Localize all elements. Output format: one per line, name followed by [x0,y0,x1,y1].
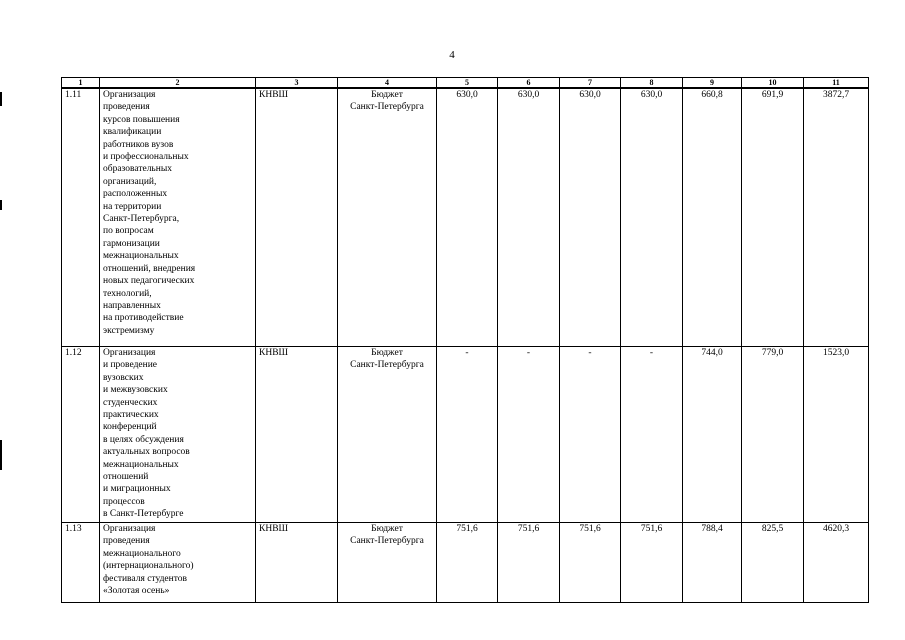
table-row [62,88,869,347]
header-cell: 3 [256,78,338,89]
activity-name: Организация проведения межнационального (интернационального) фестиваля студентов «Золотая осень» [100,523,256,603]
value-cell: 630,0 [560,88,621,347]
header-cell: 11 [804,78,869,89]
activity-name: Организация проведения курсов повышения квалификации работников вузов и профессиональных образовательных организаций, расположенных на территории Санкт-Петербурга, по вопросам гармонизации межнациональных отношений, внедрения новых педагогических технологий, направленных на противодействие экстремизму [100,88,256,347]
value-cell: 751,6 [498,523,560,603]
value-cell: 744,0 [683,347,742,523]
row-number: 1.13 [62,523,100,603]
funding-source: Бюджет Санкт-Петербурга [338,347,437,523]
header-cell: 10 [742,78,804,89]
value-cell: - [621,347,683,523]
funding-source: Бюджет Санкт-Петербурга [338,88,437,347]
activity-name: Организация и проведение вузовских и межвузовских студенческих практических конференций в целях обсуждения актуальных вопросов межнациональных отношений и миграционных процессов в Санкт-Петербурге [100,347,256,523]
value-cell: 630,0 [498,88,560,347]
scan-edge-mark [0,200,2,210]
value-cell: 825,5 [742,523,804,603]
value-cell: 751,6 [560,523,621,603]
scan-edge-mark [0,92,2,106]
header-cell: 7 [560,78,621,89]
executor: КНВШ [256,88,338,347]
header-cell: 8 [621,78,683,89]
page-number: 4 [449,49,455,61]
header-cell: 9 [683,78,742,89]
value-cell: 630,0 [621,88,683,347]
header-row [62,78,869,89]
total-cell: 3872,7 [804,88,869,347]
table-row [62,347,869,523]
total-cell: 1523,0 [804,347,869,523]
value-cell: 630,0 [437,88,498,347]
header-cell: 2 [100,78,256,89]
row-number: 1.11 [62,88,100,347]
value-cell: 660,8 [683,88,742,347]
scan-edge-mark [0,440,2,470]
value-cell: 691,9 [742,88,804,347]
value-cell: 751,6 [621,523,683,603]
header-cell: 4 [338,78,437,89]
value-cell: - [560,347,621,523]
value-cell: 788,4 [683,523,742,603]
value-cell: 779,0 [742,347,804,523]
value-cell: - [498,347,560,523]
row-number: 1.12 [62,347,100,523]
header-cell: 1 [62,78,100,89]
total-cell: 4620,3 [804,523,869,603]
budget-table [61,77,869,603]
header-cell: 6 [498,78,560,89]
table-row [62,523,869,603]
value-cell: 751,6 [437,523,498,603]
header-cell: 5 [437,78,498,89]
executor: КНВШ [256,523,338,603]
executor: КНВШ [256,347,338,523]
funding-source: Бюджет Санкт-Петербурга [338,523,437,603]
value-cell: - [437,347,498,523]
